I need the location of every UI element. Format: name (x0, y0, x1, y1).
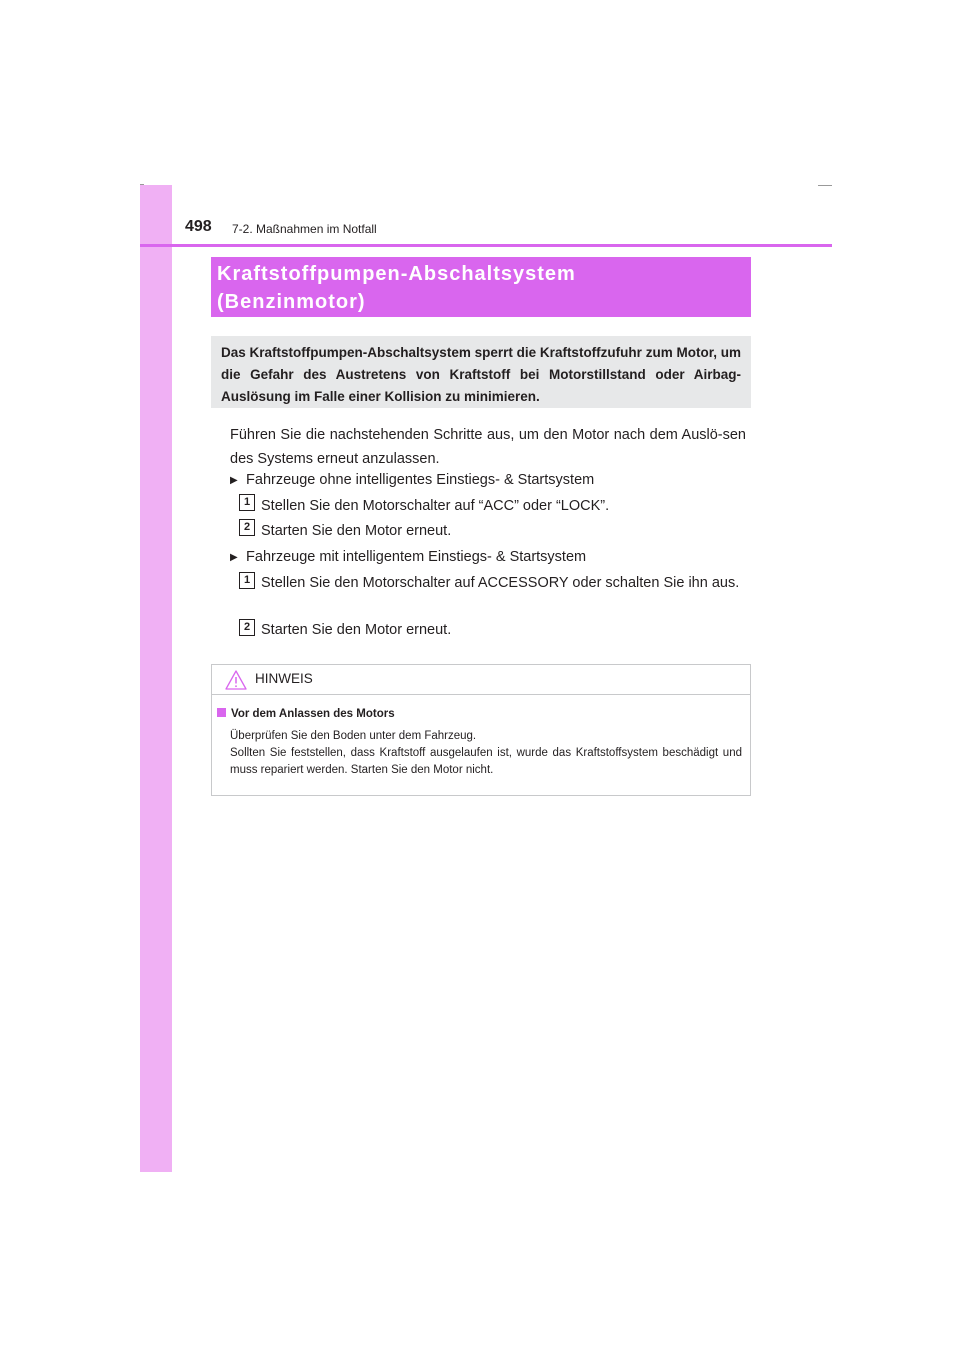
notice-line: Überprüfen Sie den Boden unter dem Fahrzeug. (230, 730, 477, 742)
step-number: 1 (239, 494, 255, 511)
notice-title: HINWEIS (255, 671, 313, 686)
step-number: 2 (239, 519, 255, 536)
step-text: Stellen Sie den Motorschalter auf “ACC” oder “LOCK”. (261, 498, 610, 514)
page-title-line2: (Benzinmotor) (217, 291, 366, 313)
step-text: Starten Sie den Motor erneut. (261, 622, 452, 638)
notice-line: Sollten Sie feststellen, dass Kraftstoff ausgelaufen ist, wurde das Kraftstoffsystem beschädigt und muss repariert werden. Starten Sie den Motor nicht. (230, 747, 742, 776)
step-number: 1 (239, 572, 255, 589)
section-heading-with-smart-key (230, 545, 746, 570)
page-title (211, 257, 751, 317)
page-number: 498 (185, 218, 212, 235)
step-number: 2 (239, 619, 255, 636)
section-heading-without-smart-key (230, 468, 746, 493)
step-text: Stellen Sie den Motorschalter auf ACCESSORY oder schalten Sie ihn aus. (261, 575, 740, 591)
section-heading-label: Fahrzeuge ohne intelligentes Einstiegs- & Startsystem (246, 472, 595, 488)
instructions-paragraph: Führen Sie die nachstehenden Schritte aus, um den Motor nach dem Auslö-sen des Systems erneut anzulassen. (230, 427, 746, 467)
crop-mark (818, 185, 832, 186)
warning-triangle-icon (225, 670, 247, 690)
header-rule (140, 244, 832, 247)
notice-text (230, 728, 742, 779)
side-bar (140, 185, 172, 1172)
notice-header (212, 665, 750, 695)
page-title-line1: Kraftstoffpumpen-Abschaltsystem (217, 263, 576, 285)
section-heading-label: Fahrzeuge mit intelligentem Einstiegs- & Startsystem (246, 549, 587, 565)
notice-box (211, 664, 751, 796)
arrow-bullet-icon: ▶ (230, 552, 238, 563)
intro-box: Das Kraftstoffpumpen-Abschaltsystem sperrt die Kraftstoffzufuhr zum Motor, um die Gefahr des Austretens von Kraftstoff bei Motorstillstand oder Airbag-Auslösung im Falle einer Kollision zu minimieren. (211, 336, 751, 408)
notice-subheading-label: Vor dem Anlassen des Motors (231, 708, 395, 720)
notice-subheading (217, 708, 395, 720)
crop-mark (140, 184, 144, 185)
arrow-bullet-icon: ▶ (230, 475, 238, 486)
square-bullet-icon (217, 708, 226, 717)
section-label: 7-2. Maßnahmen im Notfall (232, 222, 377, 236)
step-text: Starten Sie den Motor erneut. (261, 523, 452, 539)
